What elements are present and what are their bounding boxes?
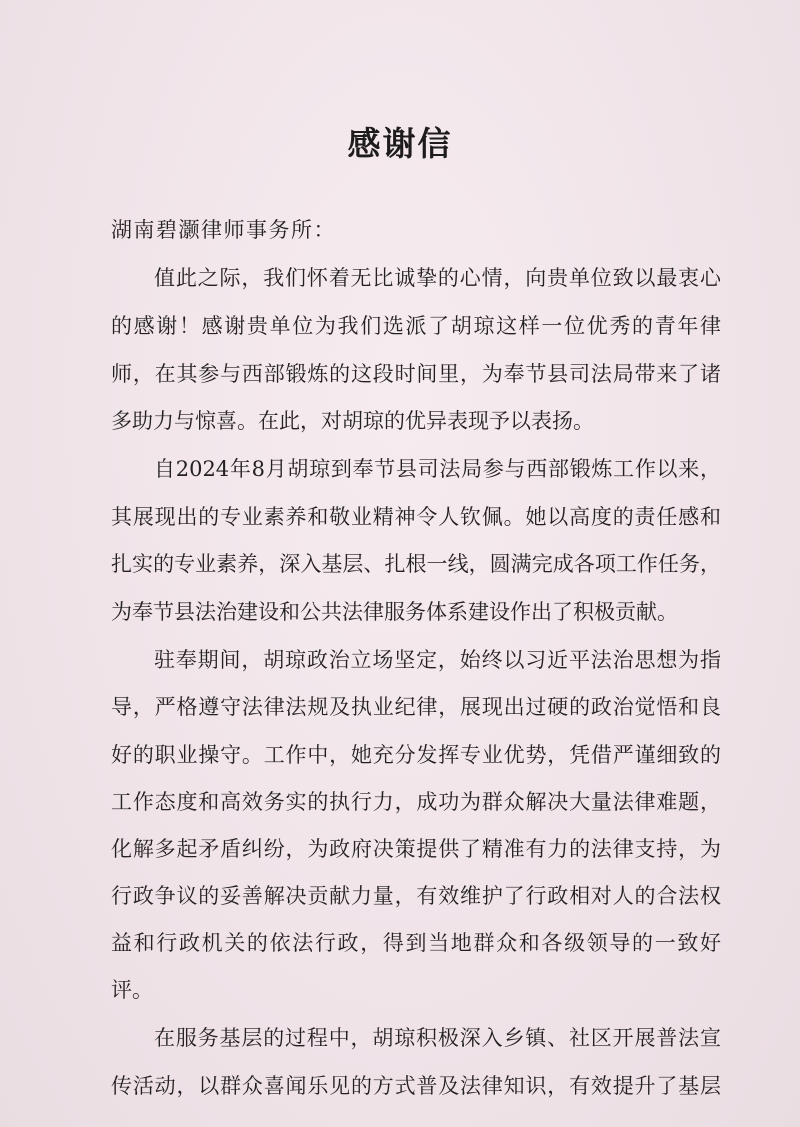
body-line: 自2024年8月胡琼到奉节县司法局参与西部锻炼工作以来， — [154, 457, 721, 481]
body-line: 化解多起矛盾纠纷，为政府决策提供了精准有力的法律支持，为 — [111, 837, 721, 861]
salutation: 湖南碧灏律师事务所： — [111, 218, 336, 242]
body-line: 其展现出的专业素养和敬业精神令人钦佩。她以高度的责任感和 — [111, 505, 721, 529]
body-line: 评。 — [111, 978, 153, 1002]
body-line: 为奉节县法治建设和公共法律服务体系建设作出了积极贡献。 — [111, 600, 678, 624]
body-line: 工作态度和高效务实的执行力，成功为群众解决大量法律难题， — [111, 790, 721, 814]
body-line: 的感谢！感谢贵单位为我们选派了胡琼这样一位优秀的青年律 — [111, 314, 721, 338]
body-line: 导，严格遵守法律法规及执业纪律，展现出过硬的政治觉悟和良 — [111, 695, 721, 719]
body-line: 传活动，以群众喜闻乐见的方式普及法律知识，有效提升了基层 — [111, 1074, 721, 1098]
body-line: 扎实的专业素养，深入基层、扎根一线，圆满完成各项工作任务， — [111, 552, 721, 576]
body-line: 多助力与惊喜。在此，对胡琼的优异表现予以表扬。 — [111, 409, 594, 433]
body-line: 师，在其参与西部锻炼的这段时间里，为奉节县司法局带来了诸 — [111, 362, 721, 386]
letter-title: 感谢信 — [347, 124, 453, 163]
body-line: 值此之际，我们怀着无比诚挚的心情，向贵单位致以最衷心 — [154, 266, 721, 290]
body-line: 驻奉期间，胡琼政治立场坚定，始终以习近平法治思想为指 — [154, 648, 721, 672]
body-line: 行政争议的妥善解决贡献力量，有效维护了行政相对人的合法权 — [111, 884, 721, 908]
body-line: 益和行政机关的依法行政，得到当地群众和各级领导的一致好 — [111, 931, 721, 955]
body-line: 在服务基层的过程中，胡琼积极深入乡镇、社区开展普法宣 — [154, 1026, 721, 1050]
body-line: 好的职业操守。工作中，她充分发挥专业优势，凭借严谨细致的 — [111, 743, 721, 767]
